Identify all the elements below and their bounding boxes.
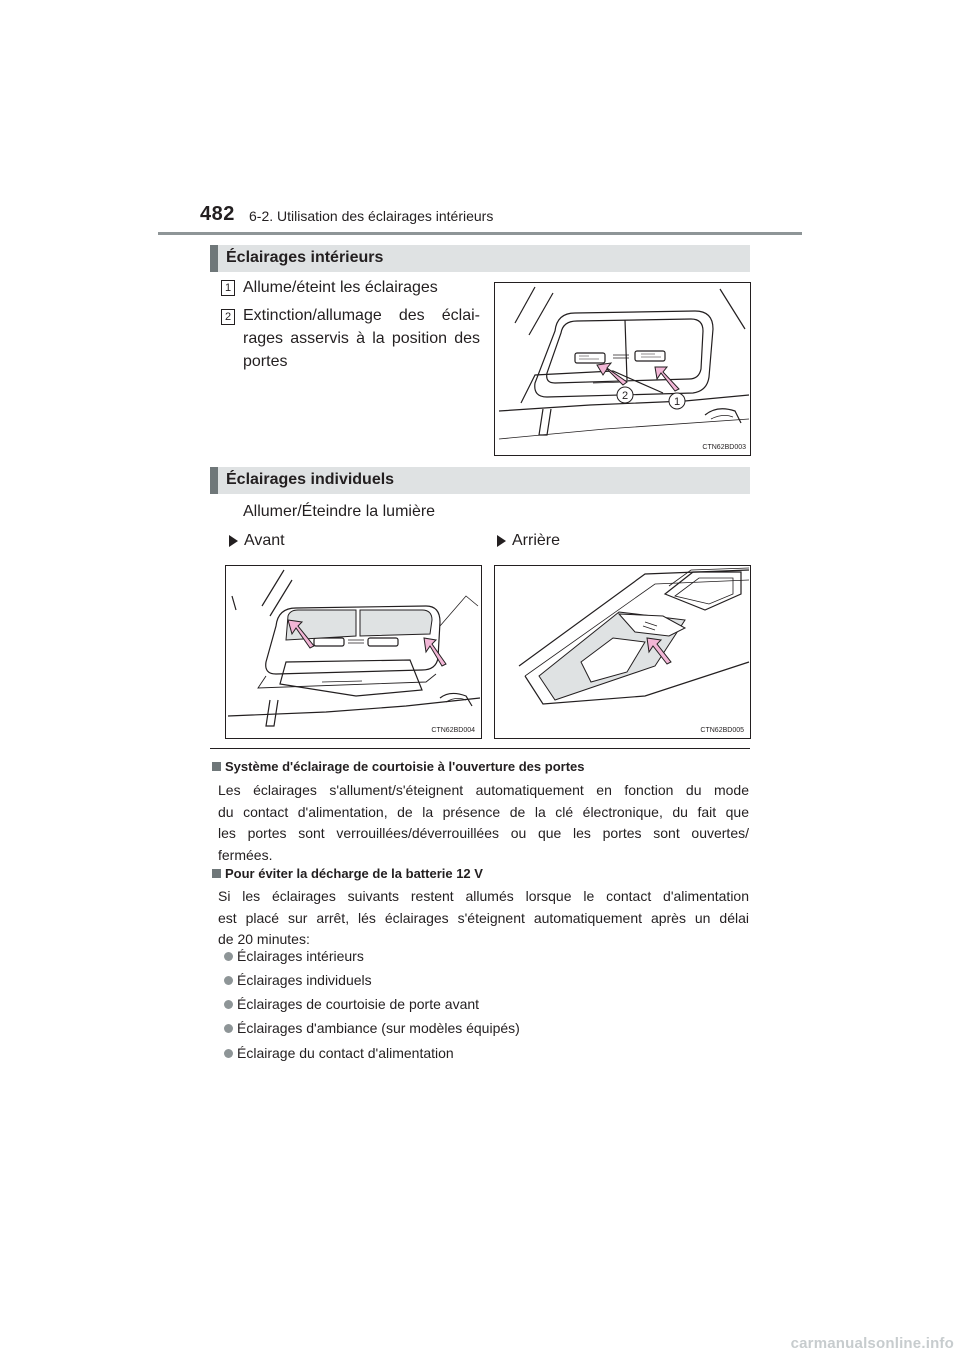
item-number-1: 1 bbox=[221, 280, 235, 296]
square-bullet-icon bbox=[212, 762, 221, 771]
bullet-text: Éclairages intérieurs bbox=[237, 948, 364, 964]
individual-intro: Allumer/Éteindre la lumière bbox=[243, 503, 436, 520]
square-bullet-icon bbox=[212, 869, 221, 878]
bullet-item bbox=[224, 972, 372, 988]
figure-front-lights bbox=[225, 565, 482, 739]
bullet-dot-icon bbox=[224, 976, 233, 985]
chapter-title: 6-2. Utilisation des éclairages intérieurs bbox=[249, 208, 494, 224]
figure-rear-code: CTN62BD005 bbox=[700, 727, 744, 734]
note-2-heading-text: Pour éviter la décharge de la batterie 12 V bbox=[225, 866, 483, 881]
item-number-2: 2 bbox=[221, 309, 235, 325]
figure-callout-1: 1 bbox=[673, 396, 681, 408]
header-rule bbox=[158, 232, 802, 235]
bullet-text: Éclairages de courtoisie de porte avant bbox=[237, 996, 480, 1012]
figure-interior-lights bbox=[494, 282, 751, 456]
note-1-body bbox=[218, 780, 749, 866]
figure-rear-drawing bbox=[495, 566, 750, 738]
label-rear-text: Arrière bbox=[512, 532, 561, 549]
item-2-text bbox=[243, 304, 480, 373]
bullet-item bbox=[224, 1045, 454, 1061]
note-1-line-4: fermées. bbox=[218, 846, 273, 863]
bullet-dot-icon bbox=[224, 952, 233, 961]
label-front-text: Avant bbox=[244, 532, 285, 549]
bullet-dot-icon bbox=[224, 1024, 233, 1033]
bullet-item bbox=[224, 1020, 520, 1036]
section-divider bbox=[210, 748, 750, 749]
figure-interior-code: CTN62BD003 bbox=[702, 444, 746, 451]
item-2-line-1: Extinction/allumage des éclai- bbox=[243, 307, 480, 324]
label-front bbox=[229, 532, 285, 550]
note-2-line-2: est placé sur arrêt, lés éclairages s'éteignent automatiquement après un délai bbox=[218, 909, 749, 926]
section-title-interior bbox=[210, 245, 750, 272]
note-1-line-2: du contact d'alimentation, de la présence de la clé électronique, du fait que bbox=[218, 803, 749, 820]
bullet-dot-icon bbox=[224, 1000, 233, 1009]
figure-interior-drawing bbox=[495, 283, 750, 455]
figure-rear-lights bbox=[494, 565, 751, 739]
note-1-line-3: les portes sont verrouillées/déverrouillées ou que les portes sont ouvertes/ bbox=[218, 825, 749, 841]
note-1-heading-text: Système d'éclairage de courtoisie à l'ouverture des portes bbox=[225, 759, 585, 774]
note-2-line-1: Si les éclairages suivants restent allumés lorsque le contact d'alimentation bbox=[218, 888, 749, 904]
item-2-line-3: portes bbox=[243, 353, 288, 370]
label-rear bbox=[497, 532, 560, 550]
note-2-line-3: de 20 minutes: bbox=[218, 931, 310, 947]
triangle-icon bbox=[497, 535, 506, 547]
section-title-individual bbox=[210, 467, 750, 494]
note-1-heading bbox=[212, 759, 585, 774]
note-2-body bbox=[218, 886, 749, 951]
triangle-icon bbox=[229, 535, 238, 547]
section-title-individual-text: Éclairages individuels bbox=[226, 471, 395, 488]
watermark: carmanualsonline.info bbox=[790, 1335, 954, 1352]
bullet-dot-icon bbox=[224, 1049, 233, 1058]
item-1-text: Allume/éteint les éclairages bbox=[243, 279, 438, 296]
note-1-line-1: Les éclairages s'allument/s'éteignent automatiquement en fonction du mode bbox=[218, 782, 749, 798]
figure-callout-2: 2 bbox=[621, 390, 629, 402]
bullet-item bbox=[224, 948, 364, 964]
bullet-text: Éclairages individuels bbox=[237, 972, 372, 988]
item-2-line-2: rages asservis à la position des bbox=[243, 330, 480, 347]
section-title-interior-text: Éclairages intérieurs bbox=[226, 249, 384, 266]
page-number: 482 bbox=[200, 203, 235, 225]
figure-front-drawing bbox=[226, 566, 481, 738]
bullet-text: Éclairage du contact d'alimentation bbox=[237, 1045, 454, 1061]
figure-front-code: CTN62BD004 bbox=[431, 727, 475, 734]
bullet-text: Éclairages d'ambiance (sur modèles équipés) bbox=[237, 1020, 520, 1036]
bullet-item bbox=[224, 996, 479, 1012]
note-2-heading bbox=[212, 866, 483, 881]
